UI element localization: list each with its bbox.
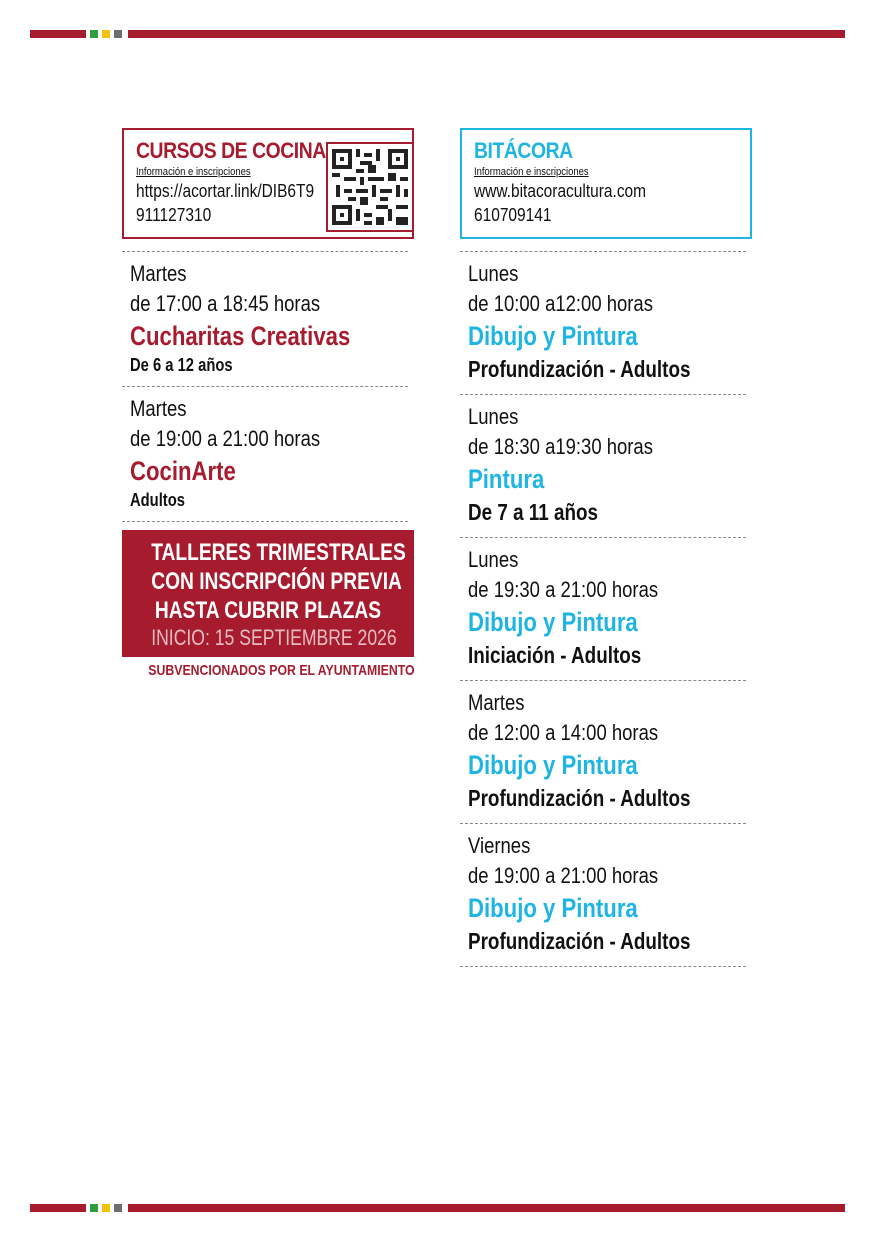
session-name: Dibujo y Pintura bbox=[468, 607, 638, 637]
list-item bbox=[122, 251, 408, 387]
session-day: Lunes bbox=[468, 404, 519, 429]
bitacora-website[interactable]: www.bitacoracultura.com bbox=[474, 181, 647, 201]
list-item bbox=[460, 538, 746, 681]
session-audience: De 7 a 11 años bbox=[468, 499, 599, 525]
bitacora-sessions bbox=[460, 251, 746, 967]
session-name: Dibujo y Pintura bbox=[468, 321, 638, 351]
banner-line-1: TALLERES TRIMESTRALES bbox=[151, 539, 406, 566]
bitacora-title: BITÁCORA bbox=[474, 138, 573, 163]
session-day: Lunes bbox=[468, 261, 519, 286]
list-item bbox=[460, 251, 746, 395]
cocina-info-label: Información e inscripciones bbox=[136, 166, 251, 178]
list-item bbox=[460, 395, 746, 538]
session-time: de 17:00 a 18:45 horas bbox=[130, 291, 321, 316]
session-name: Cucharitas Creativas bbox=[130, 321, 351, 351]
session-audience: Profundización - Adultos bbox=[468, 785, 691, 811]
registration-banner bbox=[122, 530, 414, 657]
session-day: Martes bbox=[130, 396, 187, 421]
bitacora-info-label: Información e inscripciones bbox=[474, 166, 589, 178]
banner-start-date: INICIO: 15 SEPTIEMBRE 2026 bbox=[151, 625, 397, 650]
session-day: Lunes bbox=[468, 547, 519, 572]
qr-code-icon[interactable] bbox=[326, 142, 414, 232]
session-day: Martes bbox=[468, 690, 525, 715]
session-name: Dibujo y Pintura bbox=[468, 750, 638, 780]
session-day: Martes bbox=[130, 261, 187, 286]
top-stripe bbox=[0, 29, 875, 39]
cocina-link[interactable]: https://acortar.link/DIB6T9 bbox=[136, 181, 315, 201]
cocina-phone: 911127310 bbox=[136, 205, 212, 225]
session-time: de 12:00 a 14:00 horas bbox=[468, 720, 659, 745]
bottom-stripe bbox=[0, 1203, 875, 1213]
session-name: Dibujo y Pintura bbox=[468, 893, 638, 923]
session-name: Pintura bbox=[468, 464, 545, 494]
cocina-sessions bbox=[122, 251, 408, 522]
subsidy-note: SUBVENCIONADOS POR EL AYUNTAMIENTO bbox=[148, 662, 415, 679]
session-time: de 18:30 a19:30 horas bbox=[468, 434, 653, 459]
bitacora-info-box bbox=[460, 128, 752, 239]
banner-line-3: HASTA CUBRIR PLAZAS bbox=[154, 597, 382, 624]
bitacora-column bbox=[460, 128, 752, 967]
session-day: Viernes bbox=[468, 833, 531, 858]
list-item bbox=[122, 387, 408, 522]
cocina-title: CURSOS DE COCINA bbox=[136, 138, 326, 163]
list-item bbox=[460, 824, 746, 967]
bitacora-phone: 610709141 bbox=[474, 205, 552, 225]
session-audience: Iniciación - Adultos bbox=[468, 642, 642, 668]
banner-line-2: CON INSCRIPCIÓN PREVIA bbox=[151, 568, 402, 595]
session-audience: Adultos bbox=[130, 490, 185, 510]
session-audience: Profundización - Adultos bbox=[468, 928, 691, 954]
session-name: CocinArte bbox=[130, 456, 236, 486]
list-item bbox=[460, 681, 746, 824]
session-time: de 19:30 a 21:00 horas bbox=[468, 577, 659, 602]
session-time: de 19:00 a 21:00 horas bbox=[468, 863, 659, 888]
cocina-column bbox=[122, 128, 414, 679]
session-time: de 19:00 a 21:00 horas bbox=[130, 426, 321, 451]
session-audience: Profundización - Adultos bbox=[468, 356, 691, 382]
cocina-info-box bbox=[122, 128, 414, 239]
session-time: de 10:00 a12:00 horas bbox=[468, 291, 653, 316]
session-audience: De 6 a 12 años bbox=[130, 355, 233, 375]
